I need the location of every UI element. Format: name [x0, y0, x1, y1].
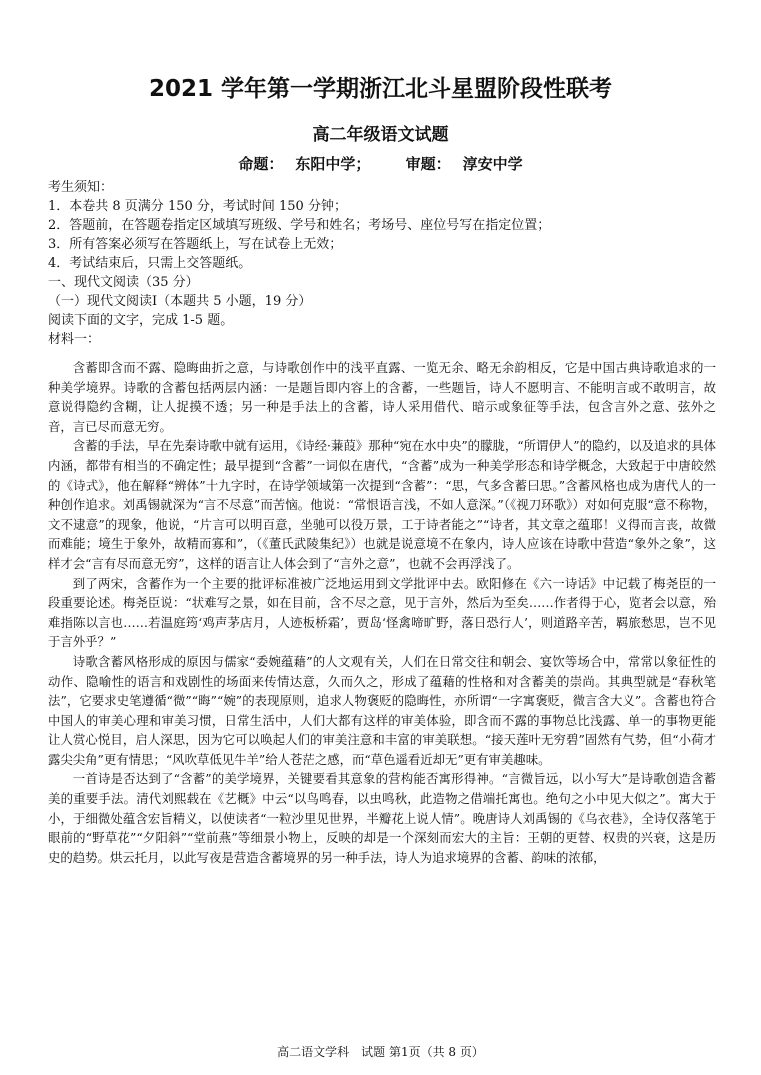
exam-title: 2021 学年第一学期浙江北斗星盟阶段性联考 [148, 76, 613, 102]
passage-paragraph: 含蓄即含而不露、隐晦曲折之意，与诗歌创作中的浅平直露、一览无余、略无余韵相反，它是中国古典诗歌追求的一种美学境界。诗歌的含蓄包括两层内涵：一是题旨即内容上的含蓄，一些题旨，诗人不愿明言、不能明言或不敢明言，故意说得隐约含糊，让人捉摸不透；另一种是手法上的含蓄，诗人采用借代、暗示或象征等手法，包含言外之意、弦外之音，言已尽而意无穷。 [48, 360, 716, 434]
passage-paragraph: 诗歌含蓄风格形成的原因与儒家“委婉蕴藉”的人文观有关，人们在日常交往和朝会、宴饮等场合中，常常以象征性的动作、隐喻性的语言和戏剧性的场面来传情达意，久而久之，形成了蕴藉的性格和对含蓄美的崇尚。其典型就是“春秋笔法”，它要求史笔遵循“微”“晦”“婉”的表现原则，追求人物褒贬的隐晦性，亦所谓“一字寓褒贬，微言含大义”。含蓄也符合中国人的审美心理和审美习惯，日常生活中，人们大都有这样的审美体验，即含而不露的事物总比浅露、单一的事物更能让人赏心悦目，启人深思，因为它可以唤起人们的审美注意和丰富的审美联想。“接天莲叶无穷碧”固然有气势，但“小荷才露尖尖角”更有情思；“风吹草低见牛羊”给人苍茫之感，而“草色遥看近却无”更有审美趣味。 [48, 653, 716, 767]
reading-prompt: 阅读下面的文字，完成 1-5 题。 [48, 313, 234, 328]
passage-paragraph: 到了两宋，含蓄作为一个主要的批评标准被广泛地运用到文学批评中去。欧阳修在《六一诗话》中记载了梅尧臣的一段重要论述。梅尧臣说：“状难写之景，如在目前，含不尽之意，见于言外，然后为至矣……作者得于心，览者会以意，殆难指陈以言也……若温庭筠‘鸡声茅店月，人迹板桥霜’，贾岛‘怪禽啼旷野，落日恐行人’，则道路辛苦，羁旅愁思，岂不见于言外乎？” [48, 575, 716, 650]
author-label: 命题： [238, 155, 284, 173]
subsection-title: （一）现代文阅读Ⅰ（本题共 5 小题，19 分） [48, 294, 312, 309]
instruction-item: 4．考试结束后，只需上交答题纸。 [48, 256, 252, 271]
page-footer: 高二语文学科 试题 第1页（共 8 页） [277, 1045, 484, 1059]
instruction-item: 3．所有答案必须写在答题纸上，写在试卷上无效； [48, 237, 343, 252]
material-label: 材料一： [48, 332, 101, 347]
instructions-block [48, 178, 716, 349]
exam-subtitle: 高二年级语文试题 [312, 125, 449, 145]
reviewer-label: 审题： [405, 155, 451, 173]
passage-paragraph: 一首诗是否达到了“含蓄”的美学境界，关键要看其意象的营构能否寓形得神。“言微旨远，以小写大”是诗歌创造含蓄美的重要手法。清代刘熙载在《艺概》中云“以鸟鸣春，以虫鸣秋，此造物之借端托寓也。绝句之小中见大似之”。寓大于小，于细微处蕴含宏旨精义，以使读者“一粒沙里见世界，半瓣花上说人情”。晚唐诗人刘禹锡的《乌衣巷》，全诗仅落笔于眼前的“野草花”“夕阳斜”“堂前燕”等细景小物上，反映的却是一个深刻而宏大的主旨：王朝的更替、权贵的兴衰，这是历史的趋势。烘云托月，以此写夜是营造含蓄境界的另一种手法，诗人为追求境界的含蓄、韵味的浓郁， [48, 771, 716, 865]
instruction-item: 2．答题前，在答题卷指定区域填写班级、学号和姓名；考场号、座位号写在指定位置； [48, 218, 551, 233]
instruction-item: 1．本卷共 8 页满分 150 分，考试时间 150 分钟； [48, 199, 347, 214]
section-title: 一、现代文阅读（35 分） [48, 275, 199, 290]
passage-paragraph: 含蓄的手法，早在先秦诗歌中就有运用，《诗经·蒹葭》那种“宛在水中央”的朦胧，“所谓伊人”的隐约，以及追求的具体内涵，都带有相当的不确定性；最早提到“含蓄”一词似在唐代，“含蓄”成为一种美学形态和诗学概念，大致起于中唐皎然的《诗式》，他在解释“辨体”十九字时，在诗学领域第一次提到“含蓄”：“思，气多含蓄曰思。”含蓄风格也成为唐代人的一种创作追求。刘禹锡就深为“言不尽意”而苦恼。他说：“常恨语言浅，不如人意深。”（《视刀环歌》）对如何克服“意不称物，文不逮意”的现象，他说，“片言可以明百意，坐驰可以役万景，工于诗者能之”“诗者，其文章之蕴耶！义得而言丧，故微而难能；境生于象外，故精而寡和”，（《董氏武陵集纪》）也就是说意境不在象内，诗人应该在诗歌中营造“象外之象”，这样才会“言有尽而意无穷”，这样的语言让人体会到了“言外之意”，也就不会再浮浅了。 [48, 438, 716, 571]
author: 东阳中学； [295, 155, 371, 173]
instructions-heading: 考生须知： [48, 180, 114, 195]
reviewer: 淳安中学 [462, 155, 523, 173]
reading-passage [48, 358, 716, 867]
authors-line [0, 153, 761, 174]
